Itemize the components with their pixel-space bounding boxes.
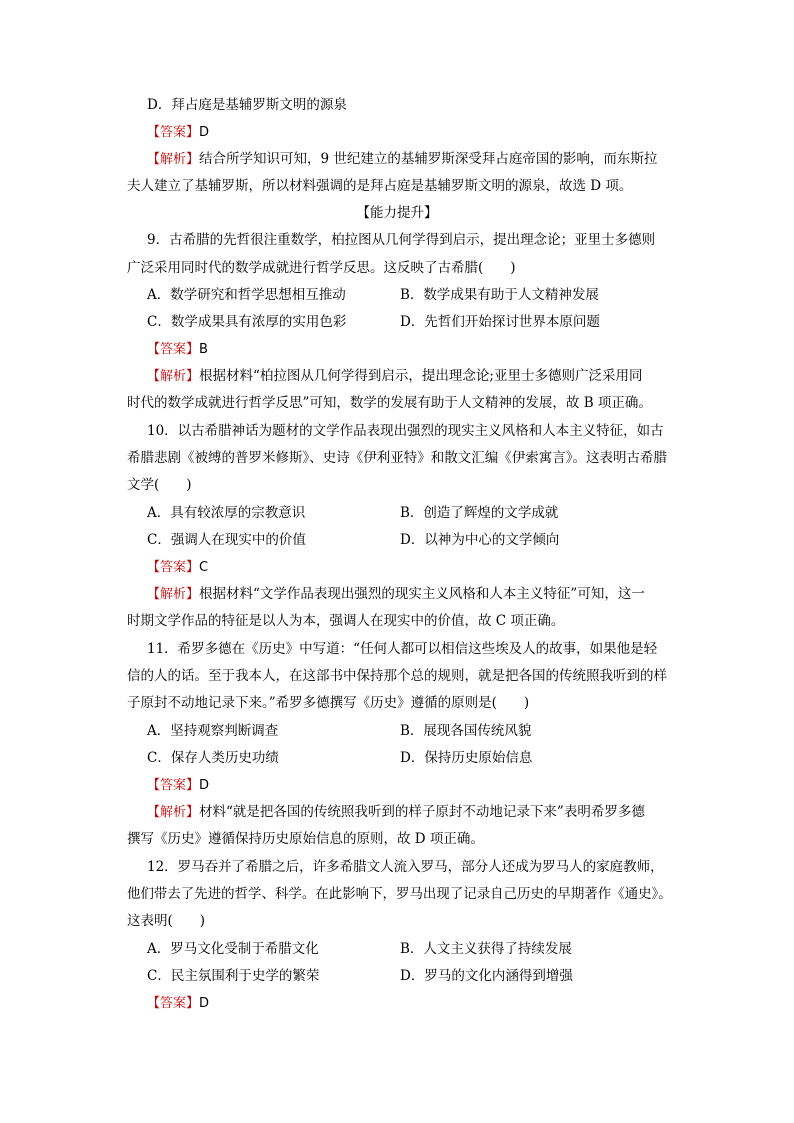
q11-answer [147, 775, 209, 795]
analysis-label: 【解析】 [147, 587, 200, 602]
q11-option-c: C．保存人类历史功绩 [147, 750, 279, 766]
q11-stem-line-1: 11．希罗多德在《历史》中写道：“任何人都可以相信这些埃及人的故事，如果他是轻 [147, 641, 658, 657]
prev-option-d: D．拜占庭是基辅罗斯文明的源泉 [147, 97, 347, 113]
q10-option-c: C．强调人在现实中的价值 [147, 532, 306, 548]
q12-stem-line-3: 这表明( ) [127, 913, 206, 929]
q12-option-a: A．罗马文化受制于希腊文化 [147, 941, 319, 957]
q11-option-a: A．坚持观察判断调查 [147, 723, 279, 739]
q10-stem-line-2: 希腊悲剧《被缚的普罗米修斯》、史诗《伊利亚特》和散文汇编《伊索寓言》。这表明古希腊 [127, 450, 667, 466]
q9-option-a: A．数学研究和哲学思想相互推动 [147, 287, 346, 303]
answer-value: D [199, 778, 210, 793]
section-title: 【能力提升】 [356, 205, 438, 221]
q12-answer [147, 993, 209, 1013]
q11-option-d: D．保持历史原始信息 [400, 750, 533, 766]
answer-value: B [199, 342, 208, 357]
answer-value: D [199, 125, 210, 140]
q12-option-c: C．民主氛围利于史学的繁荣 [147, 968, 320, 984]
analysis-text: 根据材料“文学作品表现出强烈的现实主义风格和人本主义特征”可知，这一 [199, 586, 645, 602]
analysis-label: 【解析】 [147, 152, 200, 167]
q10-stem-line-3: 文学( ) [127, 477, 192, 493]
q10-option-a: A．具有较浓厚的宗教意识 [147, 505, 306, 521]
q11-analysis-line-2: 撰写《历史》遵循保持历史原始信息的原则，故 D 项正确。 [127, 831, 484, 847]
prev-analysis-line-2: 夫人建立了基辅罗斯，所以材料强调的是拜占庭是基辅罗斯文明的源泉，故选 D 项。 [127, 178, 633, 194]
answer-label: 【答案】 [147, 125, 200, 140]
analysis-text: 根据材料“柏拉图从几何学得到启示，提出理念论;亚里士多德则广泛采用同 [199, 368, 643, 384]
q9-stem-line-2: 广泛采用同时代的数学成就进行哲学反思。这反映了古希腊( ) [127, 260, 516, 276]
analysis-label: 【解析】 [147, 369, 200, 384]
q12-stem-line-1: 12．罗马吞并了希腊之后，许多希腊文人流入罗马，部分人还成为罗马人的家庭教师， [147, 859, 664, 875]
answer-label: 【答案】 [147, 996, 200, 1011]
analysis-text: 结合所学知识可知，9 世纪建立的基辅罗斯深受拜占庭帝国的影响，而东斯拉 [199, 151, 658, 167]
q9-analysis-line-1 [147, 366, 642, 386]
q9-option-c: C．数学成果具有浓厚的实用色彩 [147, 314, 347, 330]
prev-answer [147, 122, 209, 142]
q12-option-b: B．人文主义获得了持续发展 [400, 941, 572, 957]
q9-option-d: D．先哲们开始探讨世界本原问题 [400, 314, 600, 330]
analysis-label: 【解析】 [147, 805, 200, 820]
answer-label: 【答案】 [147, 560, 200, 575]
q12-option-d: D．罗马的文化内涵得到增强 [400, 968, 573, 984]
answer-value: D [199, 996, 210, 1011]
q10-stem-line-1: 10．以古希腊神话为题材的文学作品表现出强烈的现实主义风格和人本主义特征，如古 [147, 423, 664, 439]
answer-value: C [199, 560, 209, 575]
answer-label: 【答案】 [147, 778, 200, 793]
q11-stem-line-2: 信的人的话。至于我本人，在这部书中保持那个总的规则，就是把各国的传统照我听到的样 [127, 668, 667, 684]
q11-analysis-line-1 [147, 802, 645, 822]
q10-option-b: B．创造了辉煌的文学成就 [400, 505, 559, 521]
q10-answer [147, 557, 208, 577]
q9-analysis-line-2: 时代的数学成就进行哲学反思”可知，数学的发展有助于人文精神的发展，故 B 项正确。 [127, 395, 652, 411]
q9-option-b: B．数学成果有助于人文精神发展 [400, 287, 599, 303]
q12-stem-line-2: 他们带去了先进的哲学、科学。在此影响下，罗马出现了记录自己历史的早期著作《通史》。 [127, 886, 672, 902]
q11-stem-line-3: 子原封不动地记录下来。”希罗多德撰写《历史》遵循的原则是( ) [127, 695, 530, 711]
q11-option-b: B．展现各国传统风貌 [400, 723, 532, 739]
prev-analysis-line-1 [147, 149, 657, 169]
q10-analysis-line-1 [147, 584, 645, 604]
analysis-text: 材料“就是把各国的传统照我听到的样子原封不动地记录下来”表明希罗多德 [199, 804, 645, 820]
q9-stem-line-1: 9．古希腊的先哲很注重数学，柏拉图从几何学得到启示，提出理念论；亚里士多德则 [147, 232, 656, 248]
q10-option-d: D．以神为中心的文学倾向 [400, 532, 560, 548]
q10-analysis-line-2: 时期文学作品的特征是以人为本，强调人在现实中的价值，故 C 项正确。 [127, 613, 565, 629]
q9-answer [147, 339, 208, 359]
answer-label: 【答案】 [147, 342, 200, 357]
